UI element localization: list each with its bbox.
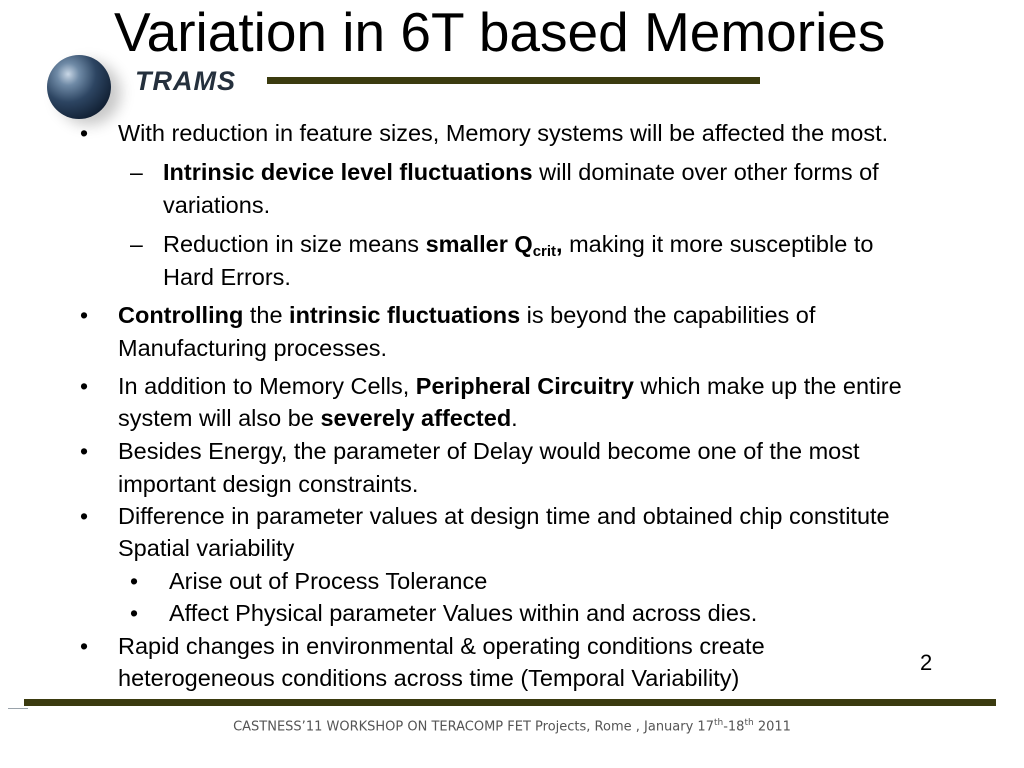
bullet-marker: • — [80, 120, 89, 146]
text-segment: Reduction in size means — [163, 231, 426, 257]
bullet-6-line-2: heterogeneous conditions across time (Temporal Variability) — [118, 665, 740, 691]
text-segment: system will also be — [118, 405, 321, 431]
footer-divider-accent — [8, 708, 28, 709]
bullet-marker: • — [130, 600, 139, 626]
bullet-marker: • — [130, 568, 139, 594]
bullet-marker: • — [80, 373, 89, 399]
footer-superscript: th — [713, 718, 724, 728]
text-segment: the — [243, 302, 290, 328]
sub-bullet-1-line-2: variations. — [163, 192, 271, 218]
trams-logo-text: TRAMS — [135, 66, 236, 96]
bullet-5: Difference in parameter values at design time and obtained chip constitute — [118, 503, 890, 529]
bullet-5-sub-2: Affect Physical parameter Values within and across dies. — [169, 600, 758, 626]
text-segment: making it more susceptible to — [562, 231, 874, 257]
page-number: 2 — [920, 650, 933, 675]
bullet-marker: • — [80, 302, 89, 328]
dash-marker: – — [130, 159, 143, 185]
bullet-2 — [118, 299, 815, 331]
footer-segment: -18 — [723, 719, 745, 735]
bullet-4-line-2: important design constraints. — [118, 471, 419, 497]
bullet-marker: • — [80, 503, 89, 529]
bullet-marker: • — [80, 438, 89, 464]
emphasis-text: intrinsic fluctuations — [289, 302, 521, 328]
footer-superscript: th — [744, 718, 754, 728]
sub-bullet-1 — [163, 156, 879, 188]
bullet-5-line-2: Spatial variability — [118, 535, 295, 561]
text-segment: will dominate over other forms of — [532, 159, 879, 185]
dash-marker: – — [130, 231, 143, 257]
bullet-5-sub-1: Arise out of Process Tolerance — [169, 568, 488, 594]
sub-bullet-2 — [163, 228, 873, 260]
bullet-4: Besides Energy, the parameter of Delay would become one of the most — [118, 438, 860, 464]
emphasis-text: smaller Q — [425, 231, 533, 257]
emphasis-text: Controlling — [118, 302, 244, 328]
emphasis-text: , — [556, 231, 563, 257]
footer-segment: 2011 — [753, 719, 791, 735]
slide-title: Variation in 6T based Memories — [114, 1, 886, 63]
footer-divider — [24, 699, 996, 706]
emphasis-text: severely affected — [320, 405, 512, 431]
text-segment: In addition to Memory Cells, — [118, 373, 416, 399]
emphasis-text: Intrinsic device level fluctuations — [163, 159, 533, 185]
emphasis-text: Peripheral Circuitry — [415, 373, 634, 399]
bullet-3-line-2 — [118, 402, 518, 434]
text-segment: . — [511, 405, 518, 431]
bullet-6: Rapid changes in environmental & operating conditions create — [118, 633, 765, 659]
text-segment: which make up the entire — [633, 373, 902, 399]
footer-text — [0, 718, 1024, 734]
bullet-1: With reduction in feature sizes, Memory systems will be affected the most. — [118, 120, 889, 146]
bullet-2-line-2: Manufacturing processes. — [118, 335, 388, 361]
footer-segment: CASTNESS’11 WORKSHOP ON TERACOMP FET Projects, Rome , January 17 — [233, 719, 714, 735]
bullet-3 — [118, 370, 902, 402]
subscript-text: crit — [532, 243, 557, 260]
sub-bullet-2-line-2: Hard Errors. — [163, 264, 291, 290]
text-segment: is beyond the capabilities of — [520, 302, 816, 328]
bullet-marker: • — [80, 633, 89, 659]
